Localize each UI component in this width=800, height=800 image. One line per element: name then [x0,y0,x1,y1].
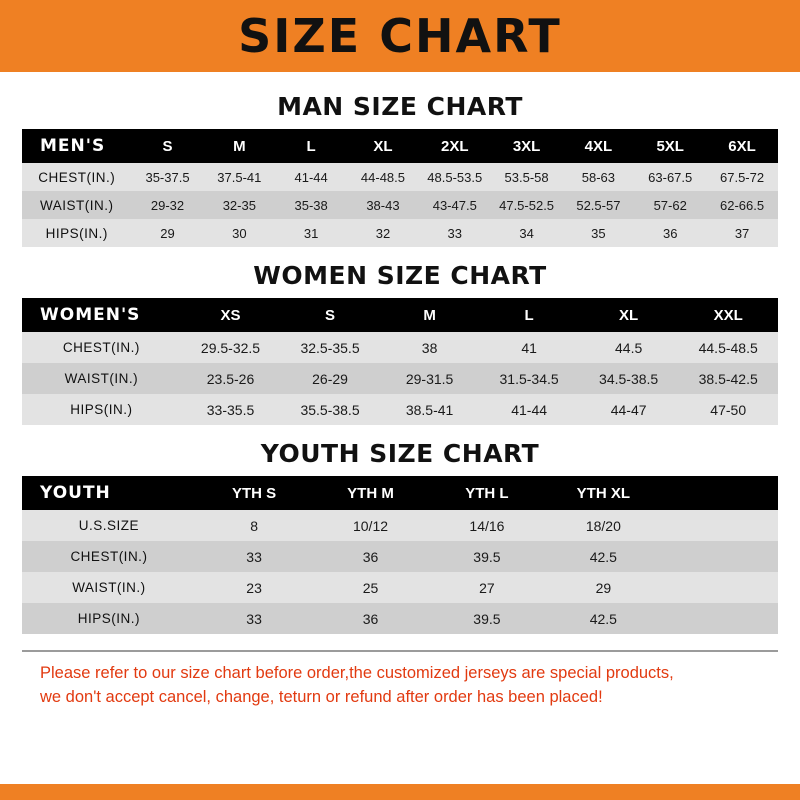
women-chest-m: 38 [380,332,480,363]
table-header-row [22,298,778,332]
women-waist-xl: 34.5-38.5 [579,363,679,394]
youth-header-l: YTH L [429,476,545,510]
men-header-3xl: 3XL [491,129,563,163]
women-row-label-chest: CHEST(IN.) [22,332,181,363]
men-header-6xl: 6XL [706,129,778,163]
youth-hips-m: 36 [312,603,428,634]
women-row-label-waist: WAIST(IN.) [22,363,181,394]
youth-row-label-us-size: U.S.SIZE [22,510,196,541]
women-chest-xl: 44.5 [579,332,679,363]
youth-ussize-empty [662,510,778,541]
men-header-5xl: 5XL [634,129,706,163]
youth-header-empty [662,476,778,510]
men-hips-4xl: 35 [562,219,634,247]
men-header-xl: XL [347,129,419,163]
women-hips-xxl: 47-50 [678,394,778,425]
youth-header-m: YTH M [312,476,428,510]
youth-header-xl: YTH XL [545,476,661,510]
women-section-title: WOMEN SIZE CHART [253,261,547,290]
men-waist-6xl: 62-66.5 [706,191,778,219]
women-hips-m: 38.5-41 [380,394,480,425]
men-waist-xl: 38-43 [347,191,419,219]
men-hips-3xl: 34 [491,219,563,247]
men-hips-6xl: 37 [706,219,778,247]
men-chest-2xl: 48.5-53.5 [419,163,491,191]
notice-line-1: Please refer to our size chart before order,the customized jerseys are special products, [40,664,674,682]
men-waist-2xl: 43-47.5 [419,191,491,219]
notice-divider [22,650,778,652]
men-header-l: L [275,129,347,163]
men-hips-xl: 32 [347,219,419,247]
men-section-title: MAN SIZE CHART [277,92,523,121]
men-waist-s: 29-32 [132,191,204,219]
men-row-label-waist: WAIST(IN.) [22,191,132,219]
women-header-xl: XL [579,298,679,332]
youth-size-table [22,476,778,634]
men-waist-4xl: 52.5-57 [562,191,634,219]
youth-hips-xl: 42.5 [545,603,661,634]
table-row [22,394,778,425]
men-waist-3xl: 47.5-52.5 [491,191,563,219]
men-size-table [22,129,778,247]
youth-waist-l: 27 [429,572,545,603]
men-header-s: S [132,129,204,163]
men-hips-l: 31 [275,219,347,247]
men-header-m: M [203,129,275,163]
men-row-label-chest: CHEST(IN.) [22,163,132,191]
youth-chest-l: 39.5 [429,541,545,572]
table-header-row [22,129,778,163]
men-chest-4xl: 58-63 [562,163,634,191]
men-waist-l: 35-38 [275,191,347,219]
table-row [22,363,778,394]
men-chest-m: 37.5-41 [203,163,275,191]
women-header-s: S [280,298,380,332]
women-hips-s: 35.5-38.5 [280,394,380,425]
notice-text [22,660,778,710]
men-waist-m: 32-35 [203,191,275,219]
table-header-row [22,476,778,510]
women-header-m: M [380,298,480,332]
men-chest-l: 41-44 [275,163,347,191]
men-hips-m: 30 [203,219,275,247]
women-header-xs: XS [181,298,281,332]
table-row [22,541,778,572]
women-size-table [22,298,778,425]
youth-ussize-l: 14/16 [429,510,545,541]
youth-waist-m: 25 [312,572,428,603]
women-waist-xs: 23.5-26 [181,363,281,394]
men-hips-2xl: 33 [419,219,491,247]
women-hips-l: 41-44 [479,394,579,425]
women-waist-l: 31.5-34.5 [479,363,579,394]
men-header-4xl: 4XL [562,129,634,163]
header-divider [0,72,800,80]
youth-hips-s: 33 [196,603,312,634]
men-chest-3xl: 53.5-58 [491,163,563,191]
men-hips-5xl: 36 [634,219,706,247]
men-row-label-hips: HIPS(IN.) [22,219,132,247]
men-chest-xl: 44-48.5 [347,163,419,191]
youth-header-s: YTH S [196,476,312,510]
women-waist-m: 29-31.5 [380,363,480,394]
women-chest-xs: 29.5-32.5 [181,332,281,363]
women-header-l: L [479,298,579,332]
youth-chest-xl: 42.5 [545,541,661,572]
men-chest-6xl: 67.5-72 [706,163,778,191]
men-hips-s: 29 [132,219,204,247]
youth-chest-s: 33 [196,541,312,572]
women-header-xxl: XXL [678,298,778,332]
women-hips-xs: 33-35.5 [181,394,281,425]
women-chest-xxl: 44.5-48.5 [678,332,778,363]
youth-ussize-xl: 18/20 [545,510,661,541]
men-chest-s: 35-37.5 [132,163,204,191]
youth-hips-empty [662,603,778,634]
youth-row-label-hips: HIPS(IN.) [22,603,196,634]
youth-waist-empty [662,572,778,603]
women-waist-xxl: 38.5-42.5 [678,363,778,394]
youth-hips-l: 39.5 [429,603,545,634]
notice-line-2: we don't accept cancel, change, teturn or refund after order has been placed! [40,687,603,706]
women-hips-xl: 44-47 [579,394,679,425]
table-row [22,219,778,247]
page-title: SIZE CHART [238,9,562,63]
youth-header-label: YOUTH [22,476,196,510]
table-row [22,510,778,541]
women-chest-l: 41 [479,332,579,363]
youth-section-title: YOUTH SIZE CHART [260,439,540,468]
youth-ussize-s: 8 [196,510,312,541]
table-row [22,163,778,191]
men-chest-5xl: 63-67.5 [634,163,706,191]
footer-band [0,784,800,800]
youth-waist-xl: 29 [545,572,661,603]
youth-ussize-m: 10/12 [312,510,428,541]
youth-chest-empty [662,541,778,572]
table-row [22,191,778,219]
youth-chest-m: 36 [312,541,428,572]
youth-waist-s: 23 [196,572,312,603]
men-waist-5xl: 57-62 [634,191,706,219]
women-row-label-hips: HIPS(IN.) [22,394,181,425]
chart-content [0,92,800,710]
table-row [22,572,778,603]
table-row [22,332,778,363]
women-waist-s: 26-29 [280,363,380,394]
header-band [0,0,800,72]
women-header-label: WOMEN'S [22,298,181,332]
women-chest-s: 32.5-35.5 [280,332,380,363]
men-header-label: MEN'S [22,129,132,163]
youth-row-label-chest: CHEST(IN.) [22,541,196,572]
men-header-2xl: 2XL [419,129,491,163]
youth-row-label-waist: WAIST(IN.) [22,572,196,603]
table-row [22,603,778,634]
